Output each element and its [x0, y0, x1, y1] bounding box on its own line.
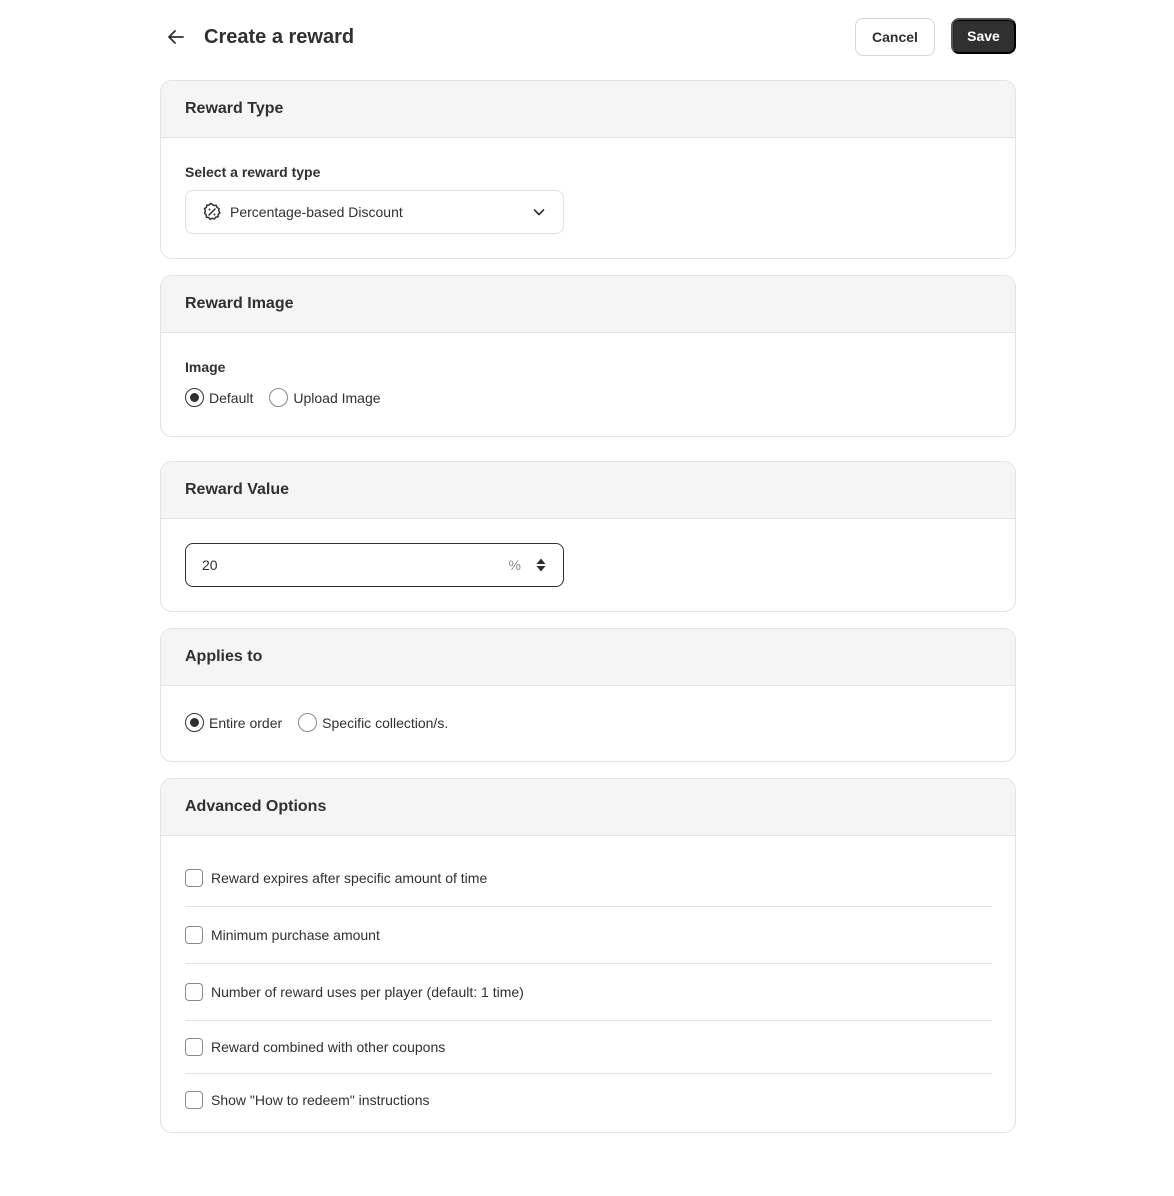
applies-to-card	[160, 628, 1016, 762]
arrow-left-icon	[166, 27, 186, 47]
save-button[interactable]: Save	[951, 18, 1016, 54]
option-reward-expires[interactable]	[185, 850, 992, 907]
cancel-button[interactable]: Cancel	[855, 18, 935, 56]
reward-type-value: Percentage-based Discount	[230, 204, 403, 220]
option-how-to-redeem[interactable]	[185, 1074, 992, 1126]
image-label: Image	[185, 359, 226, 375]
reward-value-card	[160, 461, 1016, 612]
card-header	[161, 276, 1015, 333]
card-body	[161, 138, 1015, 259]
checkbox[interactable]	[185, 926, 203, 944]
option-label: Reward expires after specific amount of time	[211, 870, 488, 886]
advanced-options-card	[160, 778, 1016, 1133]
reward-value-input[interactable]	[185, 543, 564, 587]
card-body	[161, 333, 1015, 437]
back-button[interactable]	[164, 24, 188, 50]
percent-suffix: %	[508, 557, 521, 573]
option-label: Minimum purchase amount	[211, 927, 380, 943]
option-minimum-purchase[interactable]	[185, 907, 992, 964]
radio-button[interactable]	[185, 388, 204, 407]
advanced-options-list	[185, 850, 992, 1126]
radio-label: Specific collection/s.	[322, 714, 449, 731]
discount-badge-icon	[202, 202, 222, 222]
reward-type-select[interactable]	[185, 190, 564, 234]
stepper-arrows-icon[interactable]	[535, 557, 547, 573]
option-uses-per-player[interactable]	[185, 964, 992, 1021]
page-title: Create a reward	[204, 26, 355, 48]
option-combined-coupons[interactable]	[185, 1021, 992, 1074]
reward-value-text[interactable]: 20	[202, 557, 218, 573]
radio-default[interactable]	[185, 388, 253, 407]
option-label: Number of reward uses per player (default: 1 time)	[211, 984, 524, 1000]
page-header	[160, 18, 1016, 56]
reward-type-label: Select a reward type	[185, 164, 321, 180]
card-header	[161, 779, 1015, 836]
card-title: Applies to	[185, 648, 263, 665]
radio-label: Entire order	[209, 714, 283, 731]
applies-to-radio-group	[185, 713, 464, 732]
card-title: Reward Type	[185, 100, 284, 117]
reward-type-card	[160, 80, 1016, 259]
card-body	[161, 836, 1015, 1133]
checkbox[interactable]	[185, 983, 203, 1001]
checkbox[interactable]	[185, 1038, 203, 1056]
radio-button[interactable]	[298, 713, 317, 732]
radio-entire-order[interactable]	[185, 713, 282, 732]
card-header	[161, 81, 1015, 138]
card-body	[161, 519, 1015, 612]
image-radio-group	[185, 388, 397, 407]
card-header	[161, 462, 1015, 519]
card-body	[161, 686, 1015, 762]
checkbox[interactable]	[185, 1091, 203, 1109]
radio-button[interactable]	[269, 388, 288, 407]
card-title: Advanced Options	[185, 798, 327, 815]
card-title: Reward Image	[185, 295, 294, 312]
radio-upload-image[interactable]	[269, 388, 380, 407]
chevron-down-icon	[531, 204, 547, 220]
option-label: Show "How to redeem" instructions	[211, 1092, 430, 1108]
card-header	[161, 629, 1015, 686]
option-label: Reward combined with other coupons	[211, 1039, 446, 1055]
radio-label: Upload Image	[293, 389, 381, 406]
card-title: Reward Value	[185, 481, 290, 498]
radio-button[interactable]	[185, 713, 204, 732]
radio-specific-collections[interactable]	[298, 713, 448, 732]
checkbox[interactable]	[185, 869, 203, 887]
radio-label: Default	[209, 389, 254, 406]
reward-image-card	[160, 275, 1016, 437]
